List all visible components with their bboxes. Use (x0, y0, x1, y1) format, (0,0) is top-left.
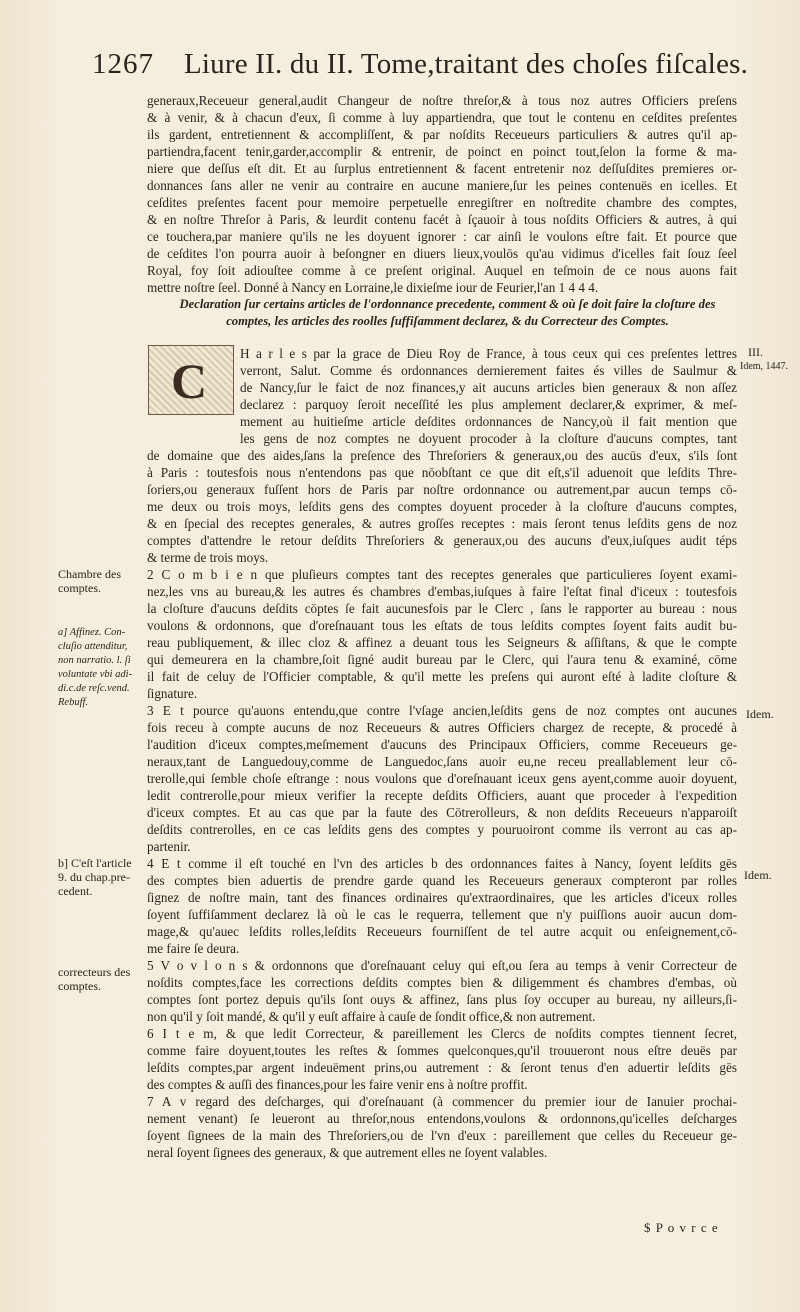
text-line: trerolle,qui ſemble choſe eſtrange : nous voulons que d'oreſnauant iceux gens ayent,comme auoir doyuent, (147, 771, 737, 786)
text-line: mettre noſtre ſeel. Donné à Nancy en Lorraine,le dixieſme iour de Feurier,l'an 1 4 4 4. (147, 280, 599, 295)
text-line: ledit contrerolle,pour mieux verifier la recepte deſdits Officiers, auant que proceder à l'expedition (147, 788, 737, 803)
heading-line: Declaration ſur certains articles de l'ordonnance precedente, comment & où ſe doit faire la cloſture des (179, 297, 716, 311)
margin-note-chambre: Chambre des comptes. (58, 567, 121, 595)
text-line: nement venant) ſe leueront au threſor,nous entendons,voulons & ordonnons,qu'icelles deſcharges (147, 1111, 737, 1126)
text-line: ils gardent, entretiennent & accompliſſent, & par noſdits Receueurs particuliers & autres qu'il ap- (147, 127, 737, 142)
text-line: & en noſtre Threſor à Paris, & leurdit contenu facét à ſçauoir à tous noſdits Officiers & autres, à qui (147, 212, 737, 227)
decorated-initial (148, 345, 234, 415)
text-line: generaux,Receueur general,audit Changeur de noſtre threſor,& à tous noz autres Officiers preſens (147, 93, 737, 108)
text-line: ſoriers,ou generaux fuſſent hors de Paris par noſtre ordonnance ou autrement,par aucun temps cō- (147, 482, 737, 497)
text-line: des comptes bien aduertis de prendre garde quand les Receueurs generaux compteront par rolles (147, 873, 737, 888)
margin-note-correcteurs: correcteurs des comptes. (58, 965, 131, 993)
text-line: H a r l e s par la grace de Dieu Roy de France, à tous ceux qui ces preſentes lettres (240, 346, 737, 361)
text-line: 2 C o m b i e n que pluſieurs comptes tant des receptes generales que particulieres ſoyent exami- (147, 567, 737, 582)
text-line: la cloſture d'aucuns deſdits cōptes ſe fait aucunesfois par le Clerc , ſans le rapporter au bureau : nous (147, 601, 737, 616)
margin-note-idem: Idem. (746, 707, 774, 721)
text-line: neral ſoyent ſignees des generaux, & que autrement elles ne ſoyent valables. (147, 1145, 548, 1160)
text-line: mage,& qu'auec leſdits rolles,leſdits Receueurs fourniſſent de tel autre acquit ou enſeignement,cō- (147, 924, 737, 939)
text-line: noſdits comptes,face les corrections deſdits comptes bien & diligemment és chambres d'embas, où (147, 975, 737, 990)
text-line: qui demeurera en la chambre,ſoit ſigné audit bureau par le Clerc, qui l'aura tenu & examiné, cōme (147, 652, 737, 667)
margin-note-article: III. (748, 345, 763, 359)
text-line: me deux ou trois moys, leſdits gens des comptes doyuent proceder à la cloſture d'aucuns comptes, (147, 499, 737, 514)
margin-note-idem: Idem. (744, 868, 772, 882)
text-line: verront, Salut. Comme és ordonnances dernierement faites és villes de Saulmur & (240, 363, 737, 378)
text-line: donnances ſans aller ne venir au contraire en aucune maniere,ſur les peines contenuës en icelles. Et (147, 178, 737, 193)
text-line: leſdits comptes,par argent indeuëment prins,ou autrement : & ſeront tenus d'en aduertir leſdits gēs (147, 1060, 737, 1075)
running-header (92, 46, 749, 90)
text-line: les gens de noz comptes ne doyuent procoder à la cloſture d'aucuns comptes, tant (240, 431, 737, 446)
text-line: 3 E t pource qu'auons entendu,que contre l'vſage ancien,leſdits gens de noz comptes ont aucunes (147, 703, 737, 718)
page-number: 1267 (92, 48, 154, 80)
running-title: Liure II. du II. Tome,traitant des choſes fiſcales. (184, 48, 749, 80)
text-line: ſoyent ſuffiſamment declarez là où le cas le requerra, tellement que n'y puiſſions auoir aucun dom- (147, 907, 737, 922)
text-line: ſignature. (147, 686, 198, 701)
text-line: 5 V o v l o n s & ordonnons que d'oreſnauant celuy qui eſt,ou ſera au temps à venir Correcteur de (147, 958, 737, 973)
text-line: & terme de trois moys. (147, 550, 269, 565)
text-line: Royal, foy ſoit adiouſtee comme à ce preſent original. Auquel en teſmoin de ce nous auons fait (147, 263, 737, 278)
text-line: reau publiquement, & illec cloz & affinez a deuant tous les Seigneurs & aſſiſtans, & que le compte (147, 635, 737, 650)
text-line: il fait de celuy de l'Officier comptable, & qu'il mette les preſens qui auront eſté à ladite cloſture & (147, 669, 737, 684)
text-line: comptes ſont portez depuis qu'ils ſont ouys & affinez, ſans plus ſoy occuper au bureau, ny ailleurs,ſi- (147, 992, 737, 1007)
section-heading (170, 296, 725, 330)
text-line: comptes d'attendre le retour deſdits Threſoriers & generaux,ou des aucuns d'eux,iuſques audit téps (147, 533, 737, 548)
text-line: deſdits contrerolles, en ce cas leſdits gens des comptes y pouruoiront comme ils verront au cas ap- (147, 822, 737, 837)
text-line: à Paris : toutesfois nous n'entendons pas que nōobſtant ce que dit eſt,s'il aduenoit que leſdits Thre- (147, 465, 737, 480)
text-line: declarez : parquoy ſeroit neceſſité les plus amplement declarer,& exprimer, & meſ- (240, 397, 737, 412)
text-line: des comptes & auſſi des finances,pour les faire venir ens à noſtre proffit. (147, 1077, 528, 1092)
text-line: me faire ſe deura. (147, 941, 240, 956)
margin-note-date: Idem, 1447. (740, 361, 789, 372)
text-line: niere que deſſus eſt dit. Et au ſurplus entretiennent & facent entretenir noz deſſuſdites premieres or- (147, 161, 737, 176)
text-line: nez,les vns au bureau,& les autres és chambres d'embas,iuſques à faire l'eſtat final d'iceux : toutesfois (147, 584, 737, 599)
text-line: de ceſdites l'on pourra auoir à beſongner en diuers lieux,voulōs qu'au vidimus d'icelles fait ſouz ſeel (147, 246, 737, 261)
text-line: de Nancy,ſur le faict de noz finances,y ait aucuns articles bien generaux & non aſſez (240, 380, 737, 395)
intro-paragraph (147, 92, 737, 296)
text-line: comme faire doyuent,toutes les reſtes & ſommes quelconques,qu'il trouueront nous eſtre deuës par (147, 1043, 737, 1058)
text-line: partiendra,facent tenir,garder,accomplir & entrenir, de poinct en poinct tout,ſelon la forme & ma- (147, 144, 737, 159)
margin-note-a: a] Affinez. Con- cluſio attenditur, non narratio. l. ſi voluntate vbi adi- di.c.de reſc.vend. Rebuff. (58, 627, 133, 708)
initial-paragraph (240, 345, 737, 430)
text-line: neraux,tant de Languedouy,comme de Languedoc,ſans auoir eu,ne receu preallablement leur cō- (147, 754, 737, 769)
catchword: $ P o v r c e (644, 1220, 719, 1235)
text-line: l'audition d'iceux comptes,meſmement d'aucuns des Principaux Officiers, comme Receueurs ge- (147, 737, 737, 752)
text-line: partenir. (147, 839, 191, 854)
text-line: ſignez de noſtre main, tant des finances ordinaires qu'extraordinaires, que les articles d'iceux rolles (147, 890, 737, 905)
text-line: ceſdites preſentes facent pour memoire perpetuelle enregiſtrer en noſtredite chambre des comptes, (147, 195, 737, 210)
text-line: ce touchera,par maniere qu'ils ne les doyuent ignorer : car ainſi le voulons eſtre fait. Et pource que (147, 229, 737, 244)
initial-paragraph-cont (147, 430, 737, 447)
initial-letter: C (171, 353, 208, 409)
heading-line: comptes, les articles des roolles ſuffiſamment declarez, & du Correcteur des Comptes. (226, 314, 669, 328)
text-line: & en ſpecial des receptes generales, & autres groſſes receptes : mais ſeront tenus leſdits gens de noz (147, 516, 737, 531)
text-line: mement au huitieſme article deſdites ordonnances de Nancy,où il fait mention que (240, 414, 737, 429)
text-line: fois receu à compte aucuns de noz Receueurs & autres Officiers chargez de recepte, & procedé à (147, 720, 737, 735)
text-line: de domaine que des aides,ſans la preſence des Threſoriers & generaux,ou des aucūs d'eux, s'ils ſont (147, 448, 737, 463)
text-line: & à venir, & à chacun d'eux, ſi comme à luy appartiendra, que tout le contenu en ceſdites preſentes (147, 110, 737, 125)
text-line: 6 I t e m, & que ledit Correcteur, & pareillement les Clercs de noſdits comptes tiennent ſecret, (147, 1026, 737, 1041)
text-line: voulons & ordonnons, que d'oreſnauant tous les eſtats de tous leſdits comptes ſoyent faits audit bu- (147, 618, 737, 633)
text-line: ſoyent ſignees de la main des Threſoriers,ou de l'vn d'eux : pareillement que celles du Receueur ge- (147, 1128, 737, 1143)
text-line: 4 E t comme il eſt touché en l'vn des articles b des ordonnances faites à Nancy, ſoyent leſdits gēs (147, 856, 737, 871)
margin-note-b: b] C'eſt l'article 9. du chap.pre- cedent. (58, 856, 132, 898)
text-line: non qu'il y ſoit mandé, & qu'il y euſt affaire à cauſe de ſondit office,& non autrement. (147, 1009, 596, 1024)
text-line: d'iceux comptes. Et au cas que par la faute des Cōtrerolleurs, & non deſdits Receueurs n'apparoiſt (147, 805, 737, 820)
main-text (147, 447, 737, 1161)
text-line: 7 A v regard des deſcharges, qui d'oreſnauant (à commencer du premier iour de Ianuier prochai- (147, 1094, 737, 1109)
